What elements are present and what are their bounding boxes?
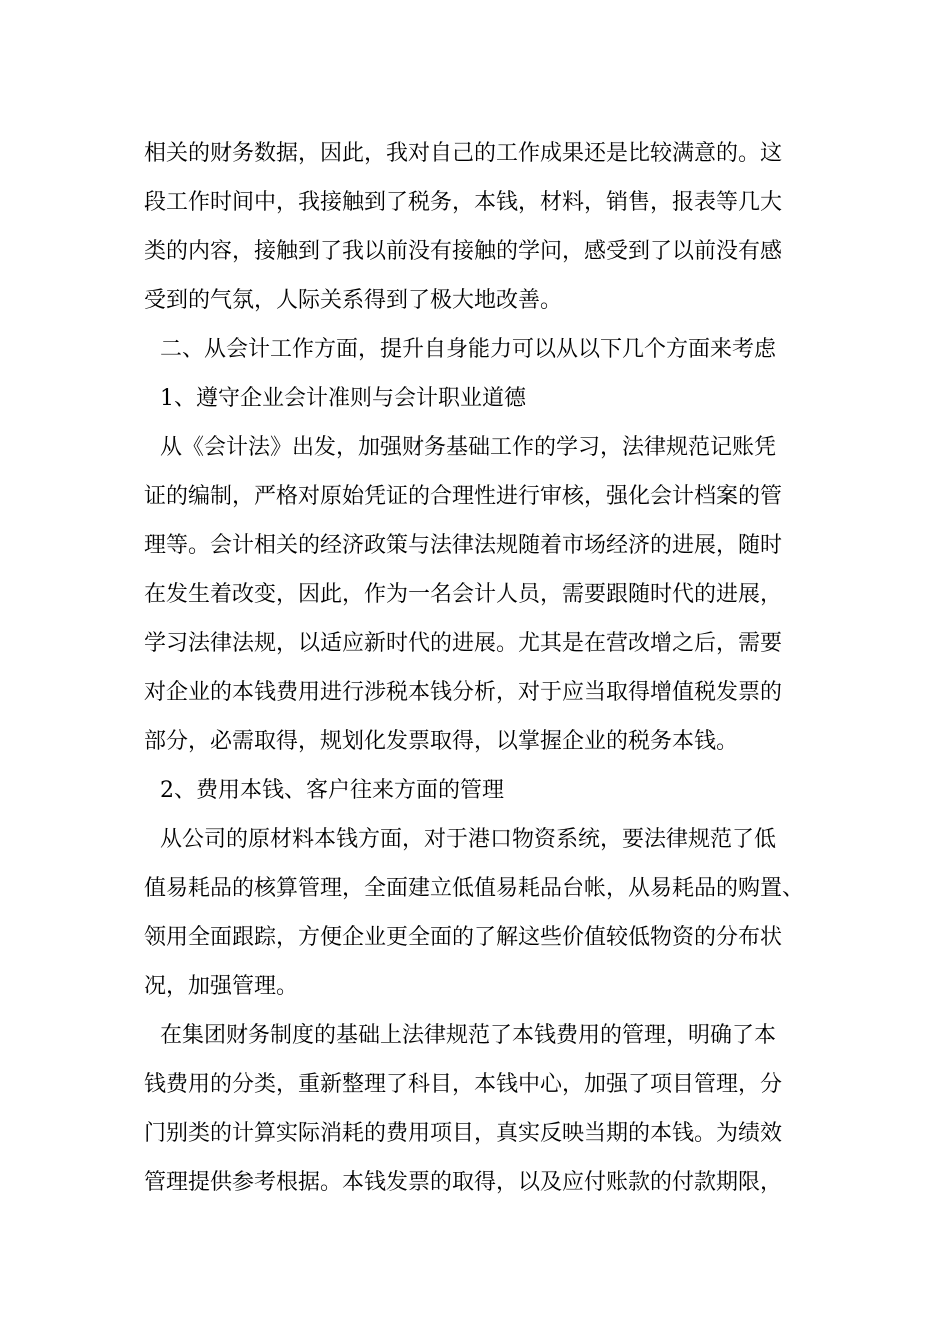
section-heading: 二、从会计工作方面，提升自身能力可以从以下几个方面来考虑 bbox=[160, 337, 777, 362]
text-line: 在发生着改变，因此，作为一名会计人员，需要跟随时代的进展， bbox=[144, 582, 783, 607]
text-line: 钱费用的分类，重新整理了科目，本钱中心，加强了项目管理，分 bbox=[144, 1072, 783, 1097]
text-line: 从公司的原材料本钱方面，对于港口物资系统，要法律规范了低 bbox=[160, 827, 777, 852]
subsection-heading: 2、费用本钱、客户往来方面的管理 bbox=[160, 778, 504, 803]
text-line: 从《会计法》出发，加强财务基础工作的学习，法律规范记账凭 bbox=[160, 435, 777, 460]
text-line: 相关的财务数据，因此，我对自己的工作成果还是比较满意的。这 bbox=[144, 141, 783, 166]
text-line: 理等。会计相关的经济政策与法律法规随着市场经济的进展，随时 bbox=[144, 533, 783, 558]
text-line: 对企业的本钱费用进行涉税本钱分析，对于应当取得增值税发票的 bbox=[144, 680, 783, 705]
text-line: 段工作时间中，我接触到了税务，本钱，材料，销售，报表等几大 bbox=[144, 190, 783, 215]
text-line: 受到的气氛，人际关系得到了极大地改善。 bbox=[144, 288, 563, 313]
text-line: 管理提供参考根据。本钱发票的取得，以及应付账款的付款期限， bbox=[144, 1170, 783, 1195]
text-line: 部分，必需取得，规划化发票取得，以掌握企业的税务本钱。 bbox=[144, 729, 739, 754]
text-line: 类的内容，接触到了我以前没有接触的学问，感受到了以前没有感 bbox=[144, 239, 783, 264]
text-line: 况，加强管理。 bbox=[144, 974, 299, 999]
text-line: 值易耗品的核算管理，全面建立低值易耗品台帐，从易耗品的购置、 bbox=[144, 876, 805, 901]
text-line: 在集团财务制度的基础上法律规范了本钱费用的管理，明确了本 bbox=[160, 1023, 777, 1048]
text-line: 领用全面跟踪，方便企业更全面的了解这些价值较低物资的分布状 bbox=[144, 925, 783, 950]
subsection-heading: 1、遵守企业会计准则与会计职业道德 bbox=[160, 386, 526, 411]
text-line: 学习法律法规，以适应新时代的进展。尤其是在营改增之后，需要 bbox=[144, 631, 783, 656]
text-line: 门别类的计算实际消耗的费用项目，真实反映当期的本钱。为绩效 bbox=[144, 1121, 783, 1146]
text-line: 证的编制，严格对原始凭证的合理性进行审核，强化会计档案的管 bbox=[144, 484, 783, 509]
